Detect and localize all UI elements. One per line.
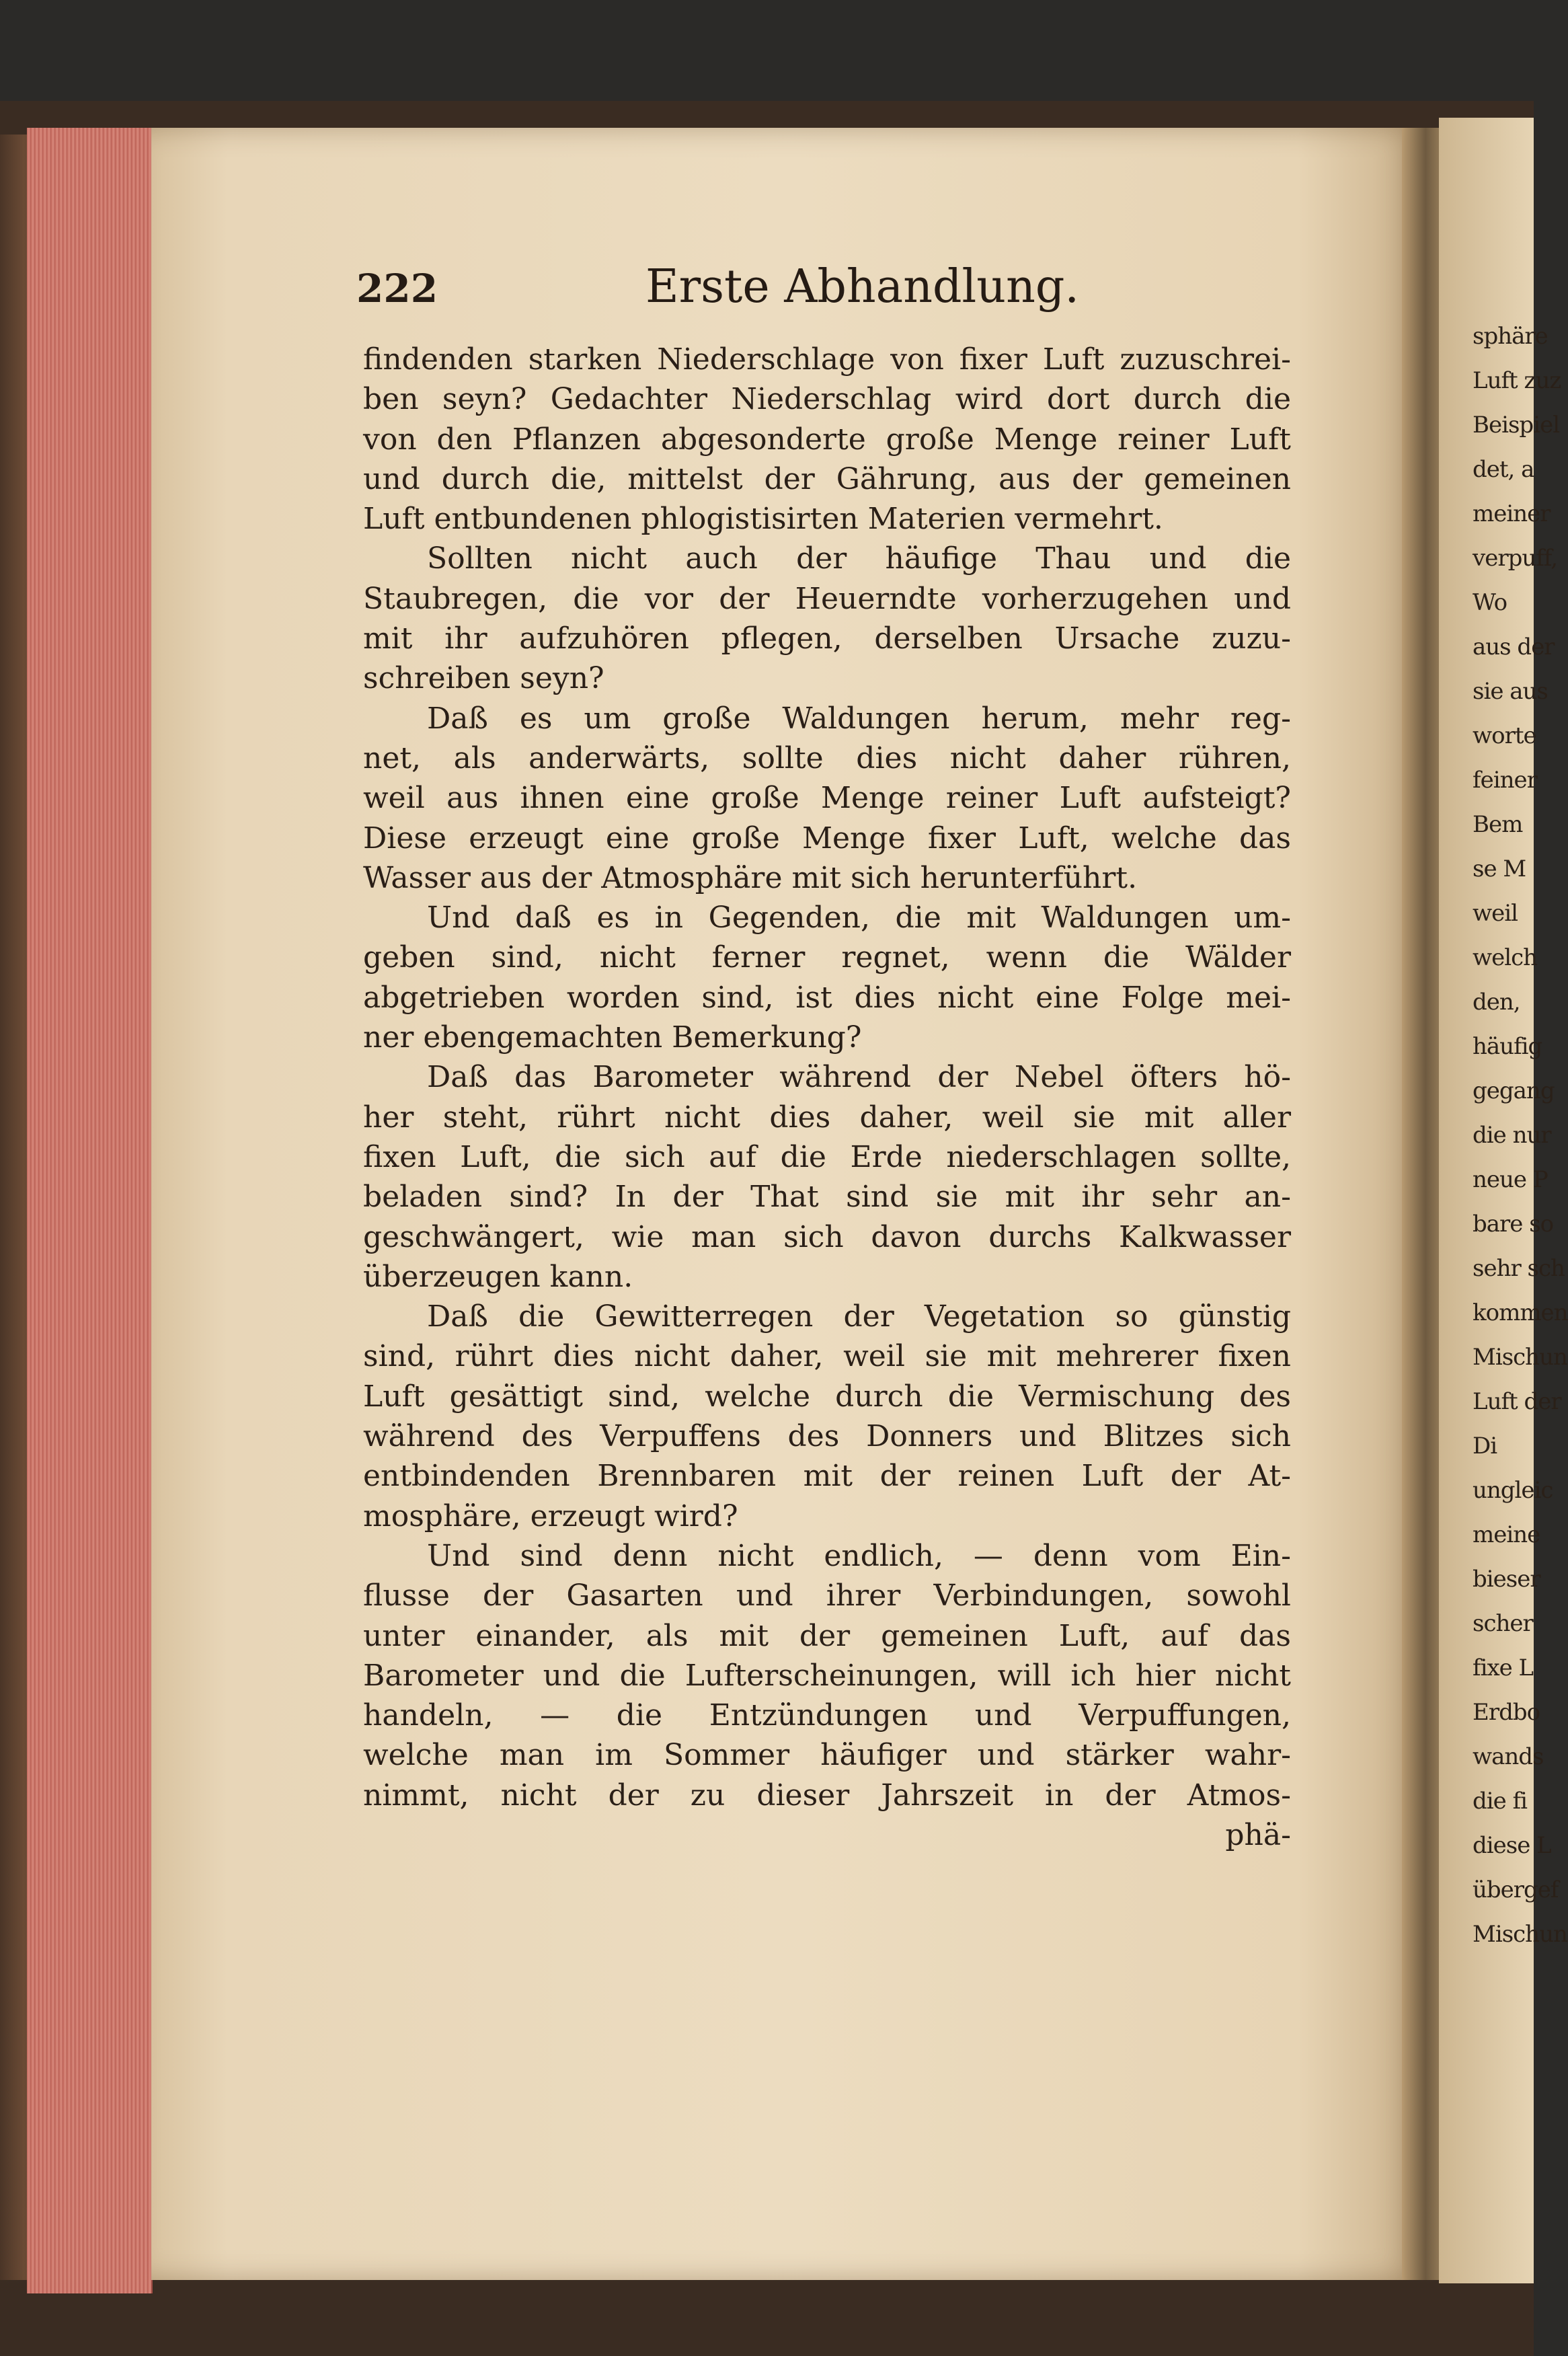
text-line: beladen sind? In der That sind sie mit ihr sehr an- bbox=[363, 1180, 1291, 1215]
text-line: findenden starken Niederschlage von fixer Luft zuzuschrei- bbox=[363, 342, 1291, 377]
text-line: entbindenden Brennbaren mit der reinen Luft der At- bbox=[363, 1459, 1291, 1494]
right-page-text-fragment: wands bbox=[1473, 1743, 1544, 1770]
running-title: Erste Abhandlung. bbox=[645, 260, 1080, 313]
right-page-text-fragment: den, bbox=[1473, 989, 1520, 1016]
catchword: phä- bbox=[1225, 1817, 1291, 1852]
right-page-text-fragment: meiner bbox=[1473, 500, 1551, 527]
text-line: Luft entbundenen phlogistisirten Materien vermehrt. bbox=[363, 502, 1163, 537]
text-line: schreiben seyn? bbox=[363, 661, 604, 696]
text-line: geschwängert, wie man sich davon durchs Kalkwasser bbox=[363, 1219, 1291, 1254]
text-line: Staubregen, die vor der Heuerndte vorherzugehen und bbox=[363, 581, 1291, 616]
right-page-text-fragment: Erdbo bbox=[1473, 1699, 1540, 1726]
text-line: Barometer und die Lufterscheinungen, will ich hier nicht bbox=[363, 1658, 1291, 1693]
right-page-text-fragment: Di bbox=[1473, 1433, 1497, 1459]
text-line: Und sind denn nicht endlich, — denn vom Ein- bbox=[427, 1538, 1291, 1573]
text-line: während des Verpuffens des Donners und Blitzes sich bbox=[363, 1419, 1291, 1454]
right-page-text-fragment: verpuff, bbox=[1473, 545, 1558, 572]
text-line: Daß es um große Waldungen herum, mehr reg- bbox=[427, 701, 1291, 736]
text-line: sind, rührt dies nicht daher, weil sie mit mehrerer fixen bbox=[363, 1339, 1291, 1374]
text-line: Und daß es in Gegenden, die mit Waldungen um- bbox=[427, 901, 1291, 936]
text-line: Daß das Barometer während der Nebel öfters hö- bbox=[427, 1060, 1291, 1095]
right-page-text-fragment: bare so bbox=[1473, 1211, 1554, 1238]
right-page-text-fragment: Luft der bbox=[1473, 1388, 1561, 1415]
text-line: handeln, — die Entzündungen und Verpuffungen, bbox=[363, 1698, 1291, 1733]
right-page-text-fragment: Luft zuz bbox=[1473, 367, 1561, 394]
right-page-text-fragment: aus der bbox=[1473, 634, 1555, 660]
text-line: Luft gesättigt sind, welche durch die Vermischung des bbox=[363, 1379, 1291, 1414]
text-line: abgetrieben worden sind, ist dies nicht eine Folge mei- bbox=[363, 980, 1291, 1015]
right-page-text-fragment: diese L bbox=[1473, 1832, 1551, 1859]
text-line: ben seyn? Gedachter Niederschlag wird dort durch die bbox=[363, 382, 1291, 417]
right-page-text-fragment: übergef bbox=[1473, 1876, 1559, 1903]
text-line: und durch die, mittelst der Gährung, aus der gemeinen bbox=[363, 461, 1291, 496]
text-line: ner ebengemachten Bemerkung? bbox=[363, 1020, 862, 1055]
right-page-text-fragment: fixe L bbox=[1473, 1655, 1534, 1681]
text-line: unter einander, als mit der gemeinen Luft, auf das bbox=[363, 1618, 1291, 1653]
right-page-text-fragment: se M bbox=[1473, 856, 1526, 882]
right-page-fragment bbox=[1439, 118, 1568, 2283]
text-line: Wasser aus der Atmosphäre mit sich herunterführt. bbox=[363, 860, 1138, 895]
right-page-text-fragment: sehr sch bbox=[1473, 1255, 1565, 1282]
text-line: mosphäre, erzeugt wird? bbox=[363, 1498, 738, 1533]
text-line: überzeugen kann. bbox=[363, 1259, 633, 1294]
right-page-text-fragment: feiner bbox=[1473, 767, 1537, 794]
right-page-text-fragment: welch bbox=[1473, 944, 1538, 971]
right-page-text-fragment: sie aus bbox=[1473, 678, 1548, 705]
right-page-text-fragment: worte bbox=[1473, 722, 1536, 749]
right-page-text-fragment: Wo bbox=[1473, 589, 1507, 616]
text-line: fixen Luft, die sich auf die Erde niederschlagen sollte, bbox=[363, 1139, 1291, 1174]
text-line: flusse der Gasarten und ihrer Verbindungen, sowohl bbox=[363, 1579, 1291, 1613]
right-page-text-fragment: Mischun bbox=[1473, 1344, 1567, 1371]
right-page-text-fragment: kommen bbox=[1473, 1299, 1568, 1326]
text-line: Daß die Gewitterregen der Vegetation so günstig bbox=[427, 1299, 1291, 1334]
text-line: her steht, rührt nicht dies daher, weil sie mit aller bbox=[363, 1100, 1291, 1135]
right-page-text-fragment: neue P bbox=[1473, 1166, 1548, 1193]
right-page-text-fragment: scher bbox=[1473, 1610, 1533, 1637]
right-page-text-fragment: meine bbox=[1473, 1521, 1540, 1548]
text-line: net, als anderwärts, sollte dies nicht daher rühren, bbox=[363, 740, 1291, 775]
text-line: weil aus ihnen eine große Menge reiner Luft aufsteigt? bbox=[363, 781, 1291, 816]
page-edges bbox=[27, 128, 153, 2293]
body-text bbox=[363, 340, 1291, 1855]
right-page-text-fragment: bieser bbox=[1473, 1566, 1540, 1593]
page-header bbox=[356, 260, 1311, 319]
text-line: mit ihr aufzuhören pflegen, derselben Ursache zuzu- bbox=[363, 621, 1291, 656]
right-page-text-fragment: det, a bbox=[1473, 456, 1534, 483]
right-page-text-fragment: Bem bbox=[1473, 811, 1523, 838]
text-line: von den Pflanzen abgesonderte große Menge reiner Luft bbox=[363, 422, 1291, 457]
text-line: Diese erzeugt eine große Menge fixer Luft, welche das bbox=[363, 821, 1291, 856]
text-line: welche man im Sommer häufiger und stärker wahr- bbox=[363, 1738, 1291, 1773]
right-page-text-fragment: die nur bbox=[1473, 1122, 1551, 1149]
text-line: Sollten nicht auch der häufige Thau und die bbox=[427, 541, 1291, 576]
right-page-text-fragment: weil bbox=[1473, 900, 1518, 927]
right-page-text-fragment: häufig bbox=[1473, 1033, 1542, 1060]
text-line: nimmt, nicht der zu dieser Jahrszeit in der Atmos- bbox=[363, 1778, 1291, 1813]
right-page-text-fragment: gegang bbox=[1473, 1077, 1555, 1104]
right-page-text-fragment: sphäre bbox=[1473, 323, 1548, 350]
page-number: 222 bbox=[356, 266, 438, 311]
right-page-text-fragment: Mischun bbox=[1473, 1921, 1567, 1948]
right-page-text-fragment: Beispiel bbox=[1473, 412, 1560, 439]
right-page-text-fragment: die fi bbox=[1473, 1788, 1528, 1815]
text-line: geben sind, nicht ferner regnet, wenn die Wälder bbox=[363, 940, 1291, 975]
right-page-text-fragment: ungleic bbox=[1473, 1477, 1553, 1504]
